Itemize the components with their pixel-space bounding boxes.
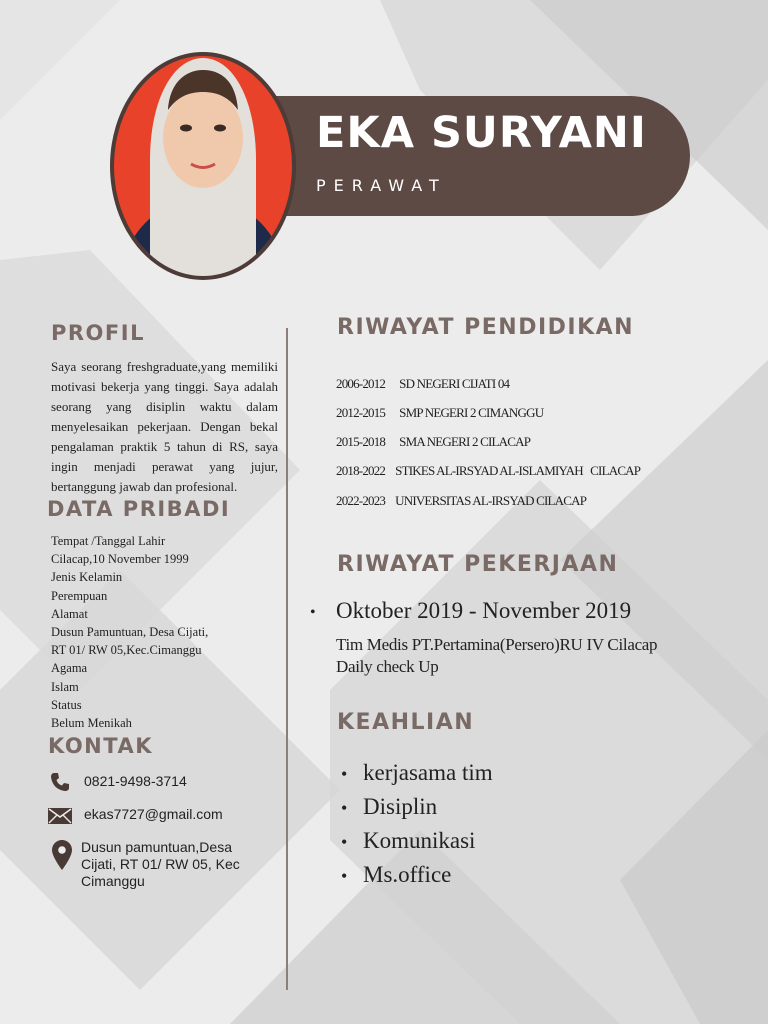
- data-pribadi-line: Agama: [51, 661, 88, 676]
- skill-label: Ms.office: [363, 862, 452, 887]
- skills-list: [341, 756, 493, 892]
- data-pribadi-line: Tempat /Tanggal Lahir: [51, 534, 166, 548]
- contact-address: [81, 839, 240, 890]
- data-pribadi-list: [51, 532, 208, 732]
- education-school: SD NEGERI CIJATI 04: [399, 376, 510, 391]
- pendidikan-heading: RIWAYAT PENDIDIKAN: [337, 315, 635, 340]
- skill-item: • Disiplin: [341, 794, 438, 819]
- education-row: [336, 463, 640, 479]
- phone-icon: [50, 772, 70, 792]
- education-years: 2012-2015: [336, 405, 386, 420]
- education-school: SMA NEGERI 2 CILACAP: [399, 434, 531, 449]
- education-school: SMP NEGERI 2 CIMANGGU: [399, 405, 544, 420]
- education-row: [336, 376, 509, 392]
- education-years: 2022-2023: [336, 493, 386, 508]
- education-school: UNIVERSITAS AL-IRSYAD CILACAP: [395, 493, 587, 508]
- education-years: 2018-2022: [336, 463, 386, 478]
- map-pin-icon: [52, 840, 72, 870]
- education-row: [336, 493, 586, 509]
- column-divider: [286, 328, 288, 990]
- profile-photo: [108, 50, 298, 282]
- job-period: Oktober 2019 - November 2019: [336, 598, 632, 623]
- education-years: 2015-2018: [336, 434, 386, 449]
- job-description: Tim Medis PT.Pertamina(Persero)RU IV Cilacap Daily check Up: [336, 635, 658, 676]
- education-school: STIKES AL-IRSYAD AL-ISLAMIYAH CILACAP: [395, 463, 641, 478]
- skill-label: Disiplin: [363, 794, 438, 819]
- phone-number[interactable]: 0821-9498-3714: [84, 773, 187, 789]
- job-bullet: •: [310, 604, 316, 621]
- data-pribadi-line: Alamat: [51, 606, 88, 621]
- data-pribadi-line: Belum Menikah: [51, 716, 132, 731]
- data-pribadi-line: Cilacap,10 November 1999: [51, 552, 189, 567]
- candidate-role: PERAWAT: [316, 176, 447, 195]
- email-address[interactable]: ekas7727@gmail.com: [84, 806, 223, 822]
- data-pribadi-line: Status: [51, 697, 82, 712]
- skill-item: • Komunikasi: [341, 828, 476, 853]
- profil-heading: PROFIL: [51, 321, 145, 345]
- education-row: [336, 405, 543, 421]
- data-pribadi-line: Dusun Pamuntuan, Desa Cijati,: [51, 625, 209, 640]
- data-pribadi-line: Islam: [51, 679, 79, 694]
- data-pribadi-heading: DATA PRIBADI: [47, 497, 231, 521]
- address-line: Cijati, RT 01/ RW 05, Kec: [81, 856, 240, 872]
- skill-label: kerjasama tim: [363, 760, 493, 785]
- candidate-name: EKA SURYANI: [316, 108, 647, 158]
- pekerjaan-heading: RIWAYAT PEKERJAAN: [337, 552, 619, 577]
- data-pribadi-line: Jenis Kelamin: [51, 570, 123, 585]
- data-pribadi-line: RT 01/ RW 05,Kec.Cimanggu: [51, 643, 202, 658]
- education-row: [336, 434, 530, 450]
- skill-item: • kerjasama tim: [341, 760, 493, 785]
- profil-text: Saya seorang freshgraduate,yang memiliki motivasi bekerja yang tinggi. Saya adalah seorang yang disiplin waktu dalam menyelesaikan pekerjaan. Dengan bekal pengalaman praktik 5 tahun di RS, saya ingin menjadi perawat yang jujur, bertanggung jawab dan profesional.: [51, 359, 278, 494]
- address-line: Cimanggu: [81, 873, 145, 889]
- skill-label: Komunikasi: [363, 828, 476, 853]
- education-years: 2006-2012: [336, 376, 386, 391]
- data-pribadi-line: Perempuan: [51, 588, 108, 603]
- address-line: Dusun pamuntuan,Desa: [81, 839, 232, 855]
- kontak-heading: KONTAK: [48, 734, 153, 758]
- keahlian-heading: KEAHLIAN: [337, 710, 475, 735]
- envelope-icon: [48, 808, 72, 824]
- skill-item: • Ms.office: [341, 862, 452, 887]
